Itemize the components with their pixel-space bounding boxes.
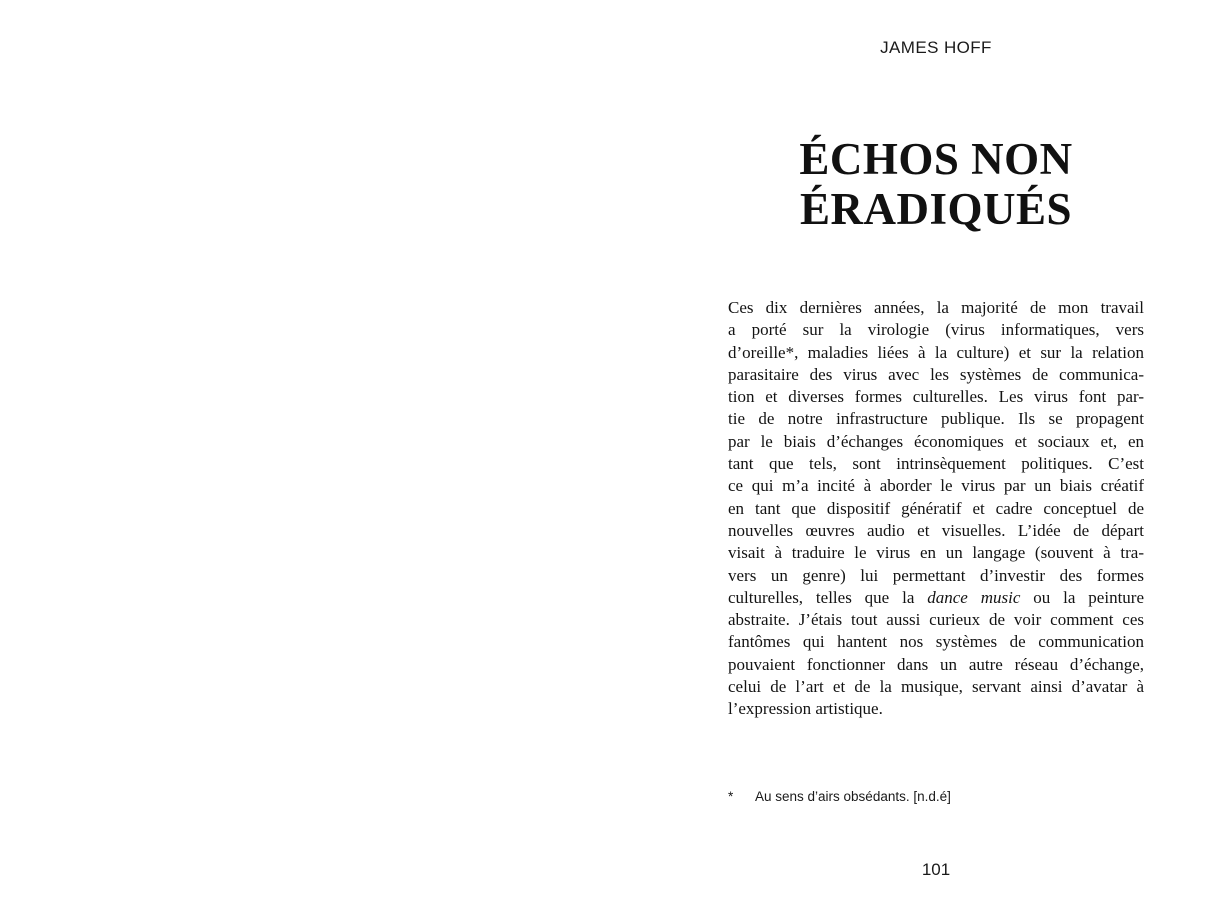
- italic-phrase: dance music: [927, 587, 1021, 607]
- chapter-title: [708, 134, 1164, 234]
- body-line: vers un genre) lui permettant d’investir des formes: [728, 565, 1144, 585]
- body-line: nouvelles œuvres audio et visuelles. L’idée de départ: [728, 520, 1144, 540]
- body-line: tie de notre infrastructure publique. Ils se propagent: [728, 409, 1144, 429]
- body-line: pouvaient fonctionner dans un autre réseau d’échange,: [728, 654, 1144, 674]
- body-line: tant que tels, sont intrinsèquement politiques. C’est: [728, 454, 1144, 474]
- body-line: a porté sur la virologie (virus informatiques, vers: [728, 320, 1144, 340]
- body-line: celui de l’art et de la musique, servant ainsi d’avatar à: [728, 677, 1144, 697]
- footnote-text: Au sens d’airs obsédants. [n.d.é]: [755, 789, 951, 804]
- body-line: Ces dix dernières années, la majorité de mon travail: [728, 298, 1144, 317]
- footnote-marker: *: [728, 789, 734, 804]
- footnote: [728, 789, 1144, 804]
- body-line: ce qui m’a incité à aborder le virus par un biais créatif: [728, 476, 1144, 496]
- chapter-title-line-1: ÉCHOS NON: [799, 134, 1073, 184]
- body-line: en tant que dispositif génératif et cadre conceptuel de: [728, 498, 1144, 518]
- body-line: fantômes qui hantent nos systèmes de communication: [728, 632, 1144, 652]
- running-header-author: JAMES HOFF: [880, 38, 992, 57]
- chapter-title-line-2: ÉRADIQUÉS: [799, 184, 1073, 234]
- page-number: 101: [921, 860, 951, 879]
- right-page: [616, 0, 1232, 912]
- body-paragraph: [728, 297, 1144, 721]
- body-line: culturelles, telles que la dance music ou la peinture: [728, 587, 1144, 607]
- body-line: abstraite. J’étais tout aussi curieux de voir comment ces: [728, 610, 1144, 630]
- body-line: visait à traduire le virus en un langage (souvent à tra-: [728, 543, 1144, 563]
- body-line: d’oreille*, maladies liées à la culture) et sur la relation: [728, 342, 1144, 362]
- body-line: par le biais d’échanges économiques et sociaux et, en: [728, 431, 1144, 451]
- body-line: l’expression artistique.: [728, 699, 883, 719]
- body-line: parasitaire des virus avec les systèmes de communica-: [728, 364, 1144, 384]
- body-line: tion et diverses formes culturelles. Les virus font par-: [728, 387, 1144, 407]
